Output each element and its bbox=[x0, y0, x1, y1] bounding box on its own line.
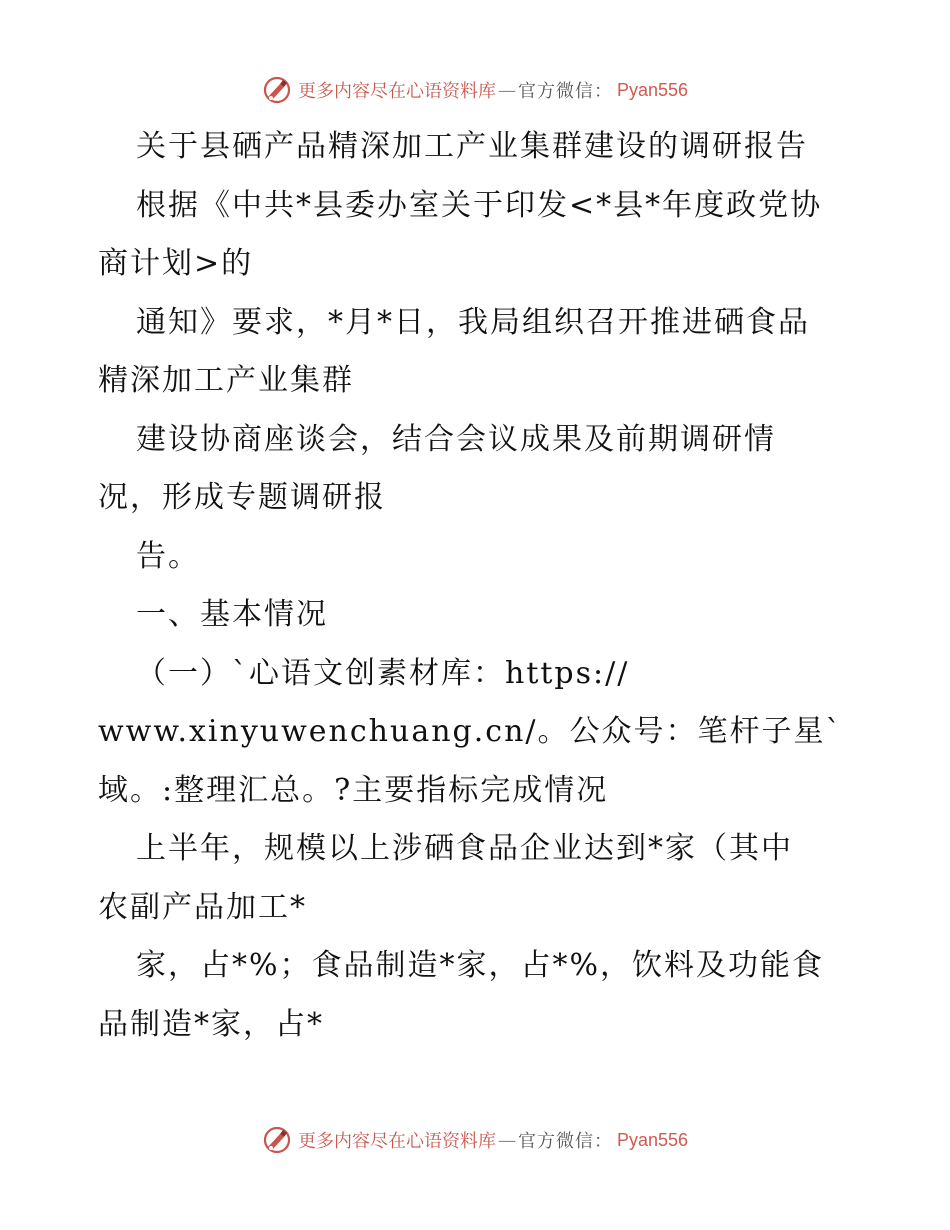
paragraph-line: 商计划>的 bbox=[98, 246, 254, 281]
paragraph-line: www.xinyuwenchuang.cn/。公众号：笔杆子星` bbox=[98, 714, 843, 749]
paragraph-line: 根据《中共*县委办室关于印发<*县*年度政党协 bbox=[136, 187, 823, 223]
banner-wechat-label: 官方微信： bbox=[517, 81, 613, 102]
header-banner bbox=[0, 70, 950, 110]
paragraph-line: 通知》要求，*月*日，我局组织召开推进硒食品 bbox=[136, 304, 810, 340]
pen-circle-logo-icon bbox=[262, 75, 292, 105]
paragraph-line: 精深加工产业集群 bbox=[98, 363, 354, 398]
paragraph-line: 域。:整理汇总。?主要指标完成情况 bbox=[98, 772, 609, 808]
document-title: 关于县硒产品精深加工产业集群建设的调研报告 bbox=[136, 129, 808, 164]
paragraph-line: 家，占*%；食品制造*家，占*%，饮料及功能食 bbox=[136, 948, 825, 983]
paragraph-line: 农副产品加工* bbox=[98, 889, 307, 925]
paragraph-line: 上半年，规模以上涉硒食品企业达到*家（其中 bbox=[136, 831, 793, 866]
paragraph-line: 告。 bbox=[136, 538, 200, 574]
banner-site-text: 更多内容尽在心语资料库 bbox=[297, 81, 496, 102]
paragraph-line: （一）`心语文创素材库：https:// bbox=[136, 655, 630, 691]
paragraph-line: 品制造*家，占* bbox=[98, 1006, 324, 1042]
paragraph-line: 况，形成专题调研报 bbox=[98, 480, 386, 515]
pen-circle-logo-icon bbox=[262, 1125, 292, 1155]
paragraph-line: 建设协商座谈会，结合会议成果及前期调研情 bbox=[136, 421, 776, 457]
banner-wechat-id: Pyan556 bbox=[616, 79, 689, 100]
banner-wechat-id: Pyan556 bbox=[616, 1129, 689, 1150]
footer-banner bbox=[0, 1120, 950, 1160]
banner-dash: — bbox=[497, 79, 516, 101]
section-heading: 一、基本情况 bbox=[136, 597, 328, 632]
banner-site-text: 更多内容尽在心语资料库 bbox=[297, 1131, 496, 1152]
document-body bbox=[98, 118, 858, 1054]
banner-wechat-label: 官方微信： bbox=[517, 1131, 613, 1152]
banner-dash: — bbox=[497, 1129, 516, 1151]
